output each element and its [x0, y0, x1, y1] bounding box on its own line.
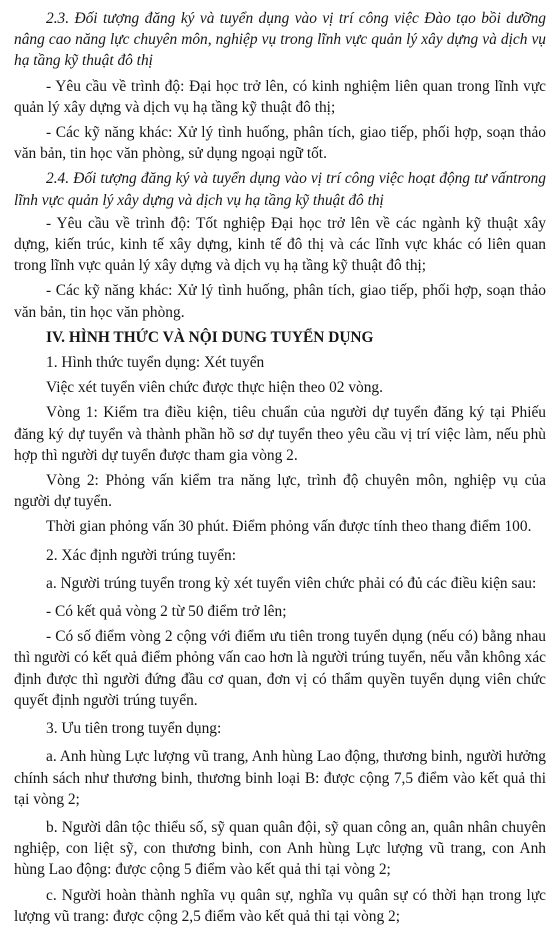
section-iv-heading: IV. HÌNH THỨC VÀ NỘI DUNG TUYỂN DỤNG: [46, 328, 374, 346]
requirement-skills-2-3: - Các kỹ năng khác: Xử lý tình huống, phân tích, giao tiếp, phối hợp, soạn thảo văn bản, tin học văn phòng, sử dụng ngoại ngữ tốt.: [14, 124, 546, 163]
round-1-description: Vòng 1: Kiểm tra điều kiện, tiêu chuẩn của người dự tuyển đăng ký tại Phiếu đăng ký dự tuyển và thành phần hồ sơ dự tuyển theo yêu cầu vị trí việc làm, nếu phù hợp thì người dự tuyển được tham gia vòng 2.: [14, 404, 546, 464]
recruitment-form: 1. Hình thức tuyển dụng: Xét tuyển: [46, 354, 265, 372]
requirement-education-2-3: - Yêu cầu về trình độ: Đại học trở lên, có kinh nghiệm liên quan trong lĩnh vực quản lý xây dựng và dịch vụ hạ tầng kỹ thuật đô thị;: [14, 77, 546, 116]
priority-title: 3. Ưu tiên trong tuyển dụng:: [46, 720, 222, 738]
round-2-description: Vòng 2: Phỏng vấn kiểm tra năng lực, trình độ chuyên môn, nghiệp vụ của người dự tuyển.: [14, 472, 546, 511]
priority-c: c. Người hoàn thành nghĩa vụ quân sự, nghĩa vụ quân sự có thời hạn trong lực lượng vũ trang: được cộng 2,5 điểm vào kết quả thi tại vòng 2;: [14, 886, 546, 925]
interview-duration: Thời gian phỏng vấn 30 phút. Điểm phỏng vấn được tính theo thang điểm 100.: [46, 518, 532, 536]
section-2-4-title: 2.4. Đối tượng đăng ký và tuyển dụng vào vị trí công việc hoạt động tư vấntrong lĩnh vực quản lý xây dựng và dịch vụ hạ tầng kỹ thuật đô thị: [14, 170, 546, 209]
winner-condition-a: a. Người trúng tuyển trong kỳ xét tuyển viên chức phải có đủ các điều kiện sau:: [46, 574, 537, 592]
winner-condition-score: - Có kết quả vòng 2 từ 50 điểm trở lên;: [46, 603, 287, 621]
priority-a: a. Anh hùng Lực lượng vũ trang, Anh hùng Lao động, thương binh, người hưởng chính sách như thương binh, thương binh loại B: được cộng 7,5 điểm vào kết quả thi tại vòng 2;: [14, 748, 546, 808]
section-2-3-title: 2.3. Đối tượng đăng ký và tuyển dụng vào vị trí công việc Đào tạo bồi dưỡng nâng cao năng lực chuyên môn, nghiệp vụ trong lĩnh vực quản lý xây dựng và dịch vụ hạ tầng kỹ thuật đô thị: [14, 10, 546, 70]
winner-condition-tie: - Có số điểm vòng 2 cộng với điểm ưu tiên trong tuyển dụng (nếu có) bằng nhau thì người có kết quả điểm phỏng vấn cao hơn là người trúng tuyển, nếu vẫn không xác định được thì người đứng đầu cơ quan, đơn vị có thẩm quyền tuyển dụng viên chức quyết định người trúng tuyển.: [14, 628, 546, 709]
requirement-skills-2-4: - Các kỹ năng khác: Xử lý tình huống, phân tích, giao tiếp, phối hợp, soạn thảo văn bản, tin học văn phòng.: [14, 282, 546, 321]
recruitment-rounds: Việc xét tuyển viên chức được thực hiện theo 02 vòng.: [46, 379, 383, 397]
priority-b: b. Người dân tộc thiểu số, sỹ quan quân đội, sỹ quan công an, quân nhân chuyên nghiệp, con liệt sỹ, con thương binh, con Anh hùng Lực lượng vũ trang, con Anh hùng Lao động: được cộng 5 điểm vào kết quả thi tại vòng 2;: [14, 818, 546, 879]
winner-determination-title: 2. Xác định người trúng tuyển:: [46, 546, 237, 564]
requirement-education-2-4: - Yêu cầu về trình độ: Tốt nghiệp Đại học trở lên về các ngành kỹ thuật xây dựng, kiến trúc, kinh tế xây dựng, kinh tế đô thị và các lĩnh vực khác có liên quan trong lĩnh vực quản lý xây dựng và dịch vụ hạ tầng kỹ thuật đô thị;: [14, 214, 546, 275]
